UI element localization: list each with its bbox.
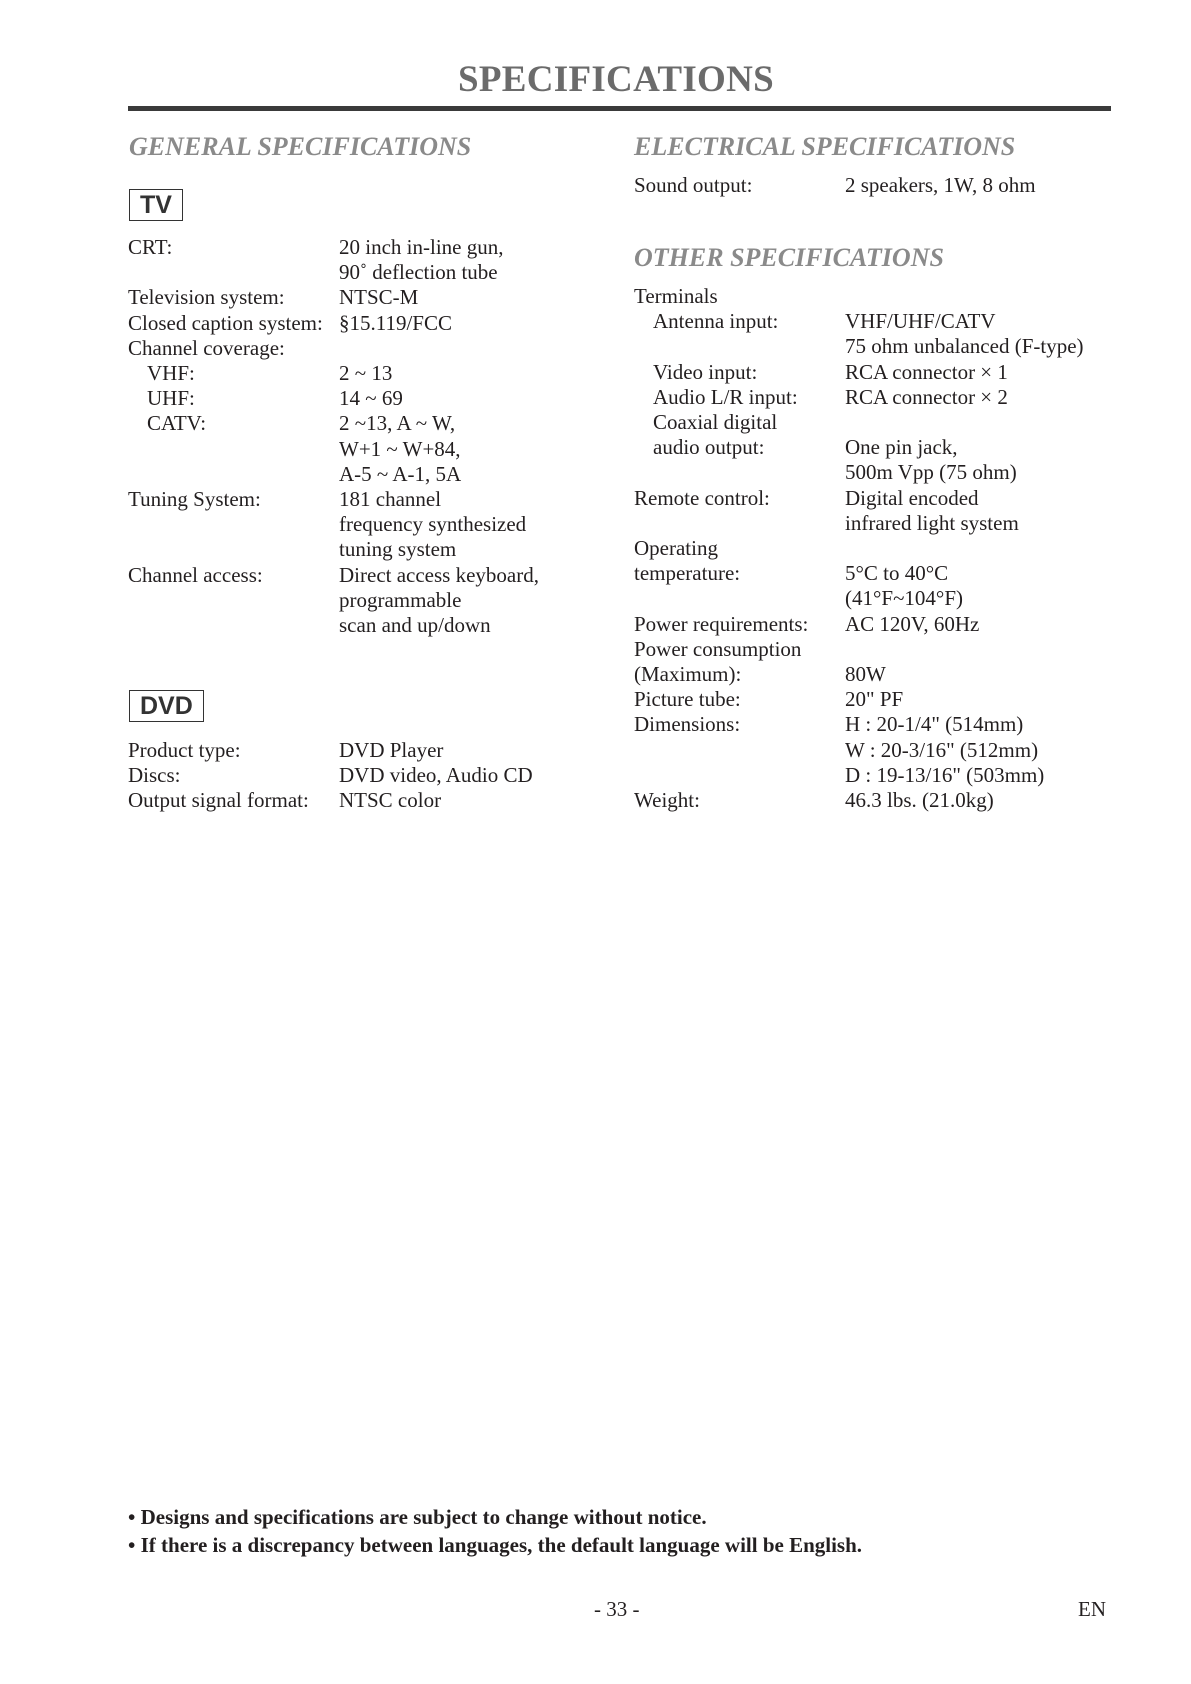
page-number: - 33 - [594,1597,640,1621]
spec-row-audio-lr-input [634,385,1084,410]
page-title: SPECIFICATIONS [457,59,775,100]
spec-value [339,738,443,763]
spec-row-maximum [634,662,1084,687]
spec-value-line: 5°C to 40°C [845,561,949,586]
spec-value [845,712,1044,788]
spec-value [845,435,1017,485]
spec-row-remote-control [634,486,1084,536]
spec-value-line: NTSC color [339,788,442,813]
spec-value [339,361,392,386]
spec-label: CRT: [128,235,173,259]
spec-row-operating [634,536,1084,561]
spec-row-sound-output [634,173,1036,198]
spec-row-dimensions [634,712,1084,788]
spec-label: Sound output: [634,173,753,197]
spec-value [339,386,403,411]
spec-value-line: 181 channel [339,487,442,512]
spec-value-line: scan and up/down [339,613,491,638]
electrical-specifications-heading: ELECTRICAL SPECIFICATIONS [634,132,1016,161]
spec-value-line: 2 speakers, 1W, 8 ohm [845,173,1036,197]
spec-value [339,285,418,310]
dvd-spec-list [128,738,533,814]
spec-label: Picture tube: [634,687,741,712]
spec-value-line: W : 20-3/16" (512mm) [845,737,1039,762]
spec-row-terminals [634,284,1084,309]
note-item: • Designs and specifications are subject to change without notice. [128,1503,862,1531]
spec-row-uhf [128,386,539,411]
spec-value [845,561,963,611]
spec-value [339,763,533,788]
spec-row-channel-coverage [128,336,539,361]
spec-label: Dimensions: [634,712,741,737]
spec-label: Video input: [653,359,758,384]
spec-value [845,486,1019,536]
spec-value-line: (41°F~104°F) [845,586,964,611]
spec-value-line: frequency synthesized [339,512,527,537]
spec-value-line: Digital encoded [845,485,979,510]
spec-label: Power requirements: [634,611,809,636]
spec-value [339,311,452,336]
spec-value-line: NTSC-M [339,285,419,310]
spec-value-line: 20 inch in-line gun, [339,235,504,259]
spec-value-line: One pin jack, [845,435,958,460]
spec-label: Tuning System: [128,487,261,512]
spec-row-picture-tube [634,687,1084,712]
spec-value-line: RCA connector × 1 [845,359,1008,384]
spec-label: Product type: [128,738,241,762]
spec-label: Audio L/R input: [653,384,798,409]
spec-label: Operating [634,536,718,561]
spec-row-audio-output [634,435,1084,485]
spec-value-line: DVD video, Audio CD [339,763,533,788]
spec-value-line: AC 120V, 60Hz [845,611,980,636]
spec-label: Power consumption [634,636,802,661]
spec-value-line: 46.3 lbs. (21.0kg) [845,788,994,813]
spec-row-television-system [128,285,539,310]
spec-value-line: §15.119/FCC [339,310,452,335]
spec-row-crt [128,235,539,285]
spec-value [339,788,441,813]
spec-value [845,360,1008,385]
spec-label: Antenna input: [653,309,779,334]
general-specifications-heading: GENERAL SPECIFICATIONS [129,132,472,161]
spec-row-vhf [128,361,539,386]
spec-row-closed-caption [128,311,539,336]
spec-value [339,563,539,639]
spec-value [845,687,903,712]
spec-value-line: 2 ~13, A ~ W, [339,411,456,436]
spec-value-line: 500m Vpp (75 ohm) [845,460,1017,485]
spec-label: Channel coverage: [128,335,285,360]
spec-value [845,309,1084,359]
spec-label: audio output: [653,435,765,460]
spec-value-line: 14 ~ 69 [339,386,403,411]
tv-spec-list [128,235,539,638]
dvd-badge: DVD [129,690,204,722]
spec-row-temperature [634,561,1084,611]
spec-label: UHF: [147,386,195,411]
spec-label: Channel access: [128,562,263,587]
spec-row-output-signal-format [128,788,533,813]
spec-value-line: 20" PF [845,687,904,712]
spec-value-line: A-5 ~ A-1, 5A [339,461,462,486]
spec-row-power-consumption [634,637,1084,662]
spec-value-line: D : 19-13/16" (503mm) [845,762,1045,787]
spec-value [339,411,461,487]
spec-row-discs [128,763,533,788]
spec-row-weight [634,788,1084,813]
spec-value [845,385,1008,410]
spec-row-power-requirements [634,612,1084,637]
spec-label: Weight: [634,788,700,813]
spec-label: Coaxial digital [653,410,778,435]
spec-row-product-type [128,738,533,763]
spec-value-line: tuning system [339,537,457,562]
spec-value-line: W+1 ~ W+84, [339,436,461,461]
tv-badge: TV [129,189,183,221]
spec-label: Closed caption system: [128,310,323,335]
spec-value-line: DVD Player [339,738,444,762]
electrical-spec-list [634,173,1036,198]
spec-label: Television system: [128,285,285,310]
spec-value-line: 2 ~ 13 [339,361,393,386]
note-item: • If there is a discrepancy between languages, the default language will be English. [128,1531,862,1559]
spec-value [339,487,526,563]
spec-value-line: infrared light system [845,510,1019,535]
spec-label: Terminals [634,284,718,308]
spec-label: Output signal format: [128,788,309,813]
spec-label: (Maximum): [634,662,742,687]
spec-value [845,788,994,813]
spec-label: CATV: [147,411,207,436]
spec-value [845,173,1036,198]
spec-value [845,612,979,637]
other-spec-list [634,284,1084,813]
spec-row-antenna-input [634,309,1084,359]
spec-label: temperature: [634,561,741,586]
spec-value-line: Direct access keyboard, [339,562,539,587]
spec-value-line: H : 20-1/4" (514mm) [845,712,1024,737]
spec-value [339,235,503,285]
spec-label: VHF: [147,361,195,386]
spec-row-video-input [634,360,1084,385]
spec-value-line: 80W [845,662,886,687]
spec-value-line: 90˚ deflection tube [339,260,498,285]
spec-row-catv [128,411,539,487]
title-rule [128,106,1111,111]
spec-value-line: RCA connector × 2 [845,384,1008,409]
spec-value-line: VHF/UHF/CATV [845,309,996,334]
spec-row-coaxial-digital [634,410,1084,435]
spec-value-line: programmable [339,587,462,612]
spec-value-line: 75 ohm unbalanced (F-type) [845,334,1084,359]
spec-row-channel-access [128,563,539,639]
spec-label: Discs: [128,763,181,788]
spec-row-tuning-system [128,487,539,563]
spec-value [845,662,886,687]
other-specifications-heading: OTHER SPECIFICATIONS [634,243,944,272]
language-code: EN [1078,1597,1106,1621]
spec-label: Remote control: [634,485,770,510]
notes-list [128,1503,862,1559]
